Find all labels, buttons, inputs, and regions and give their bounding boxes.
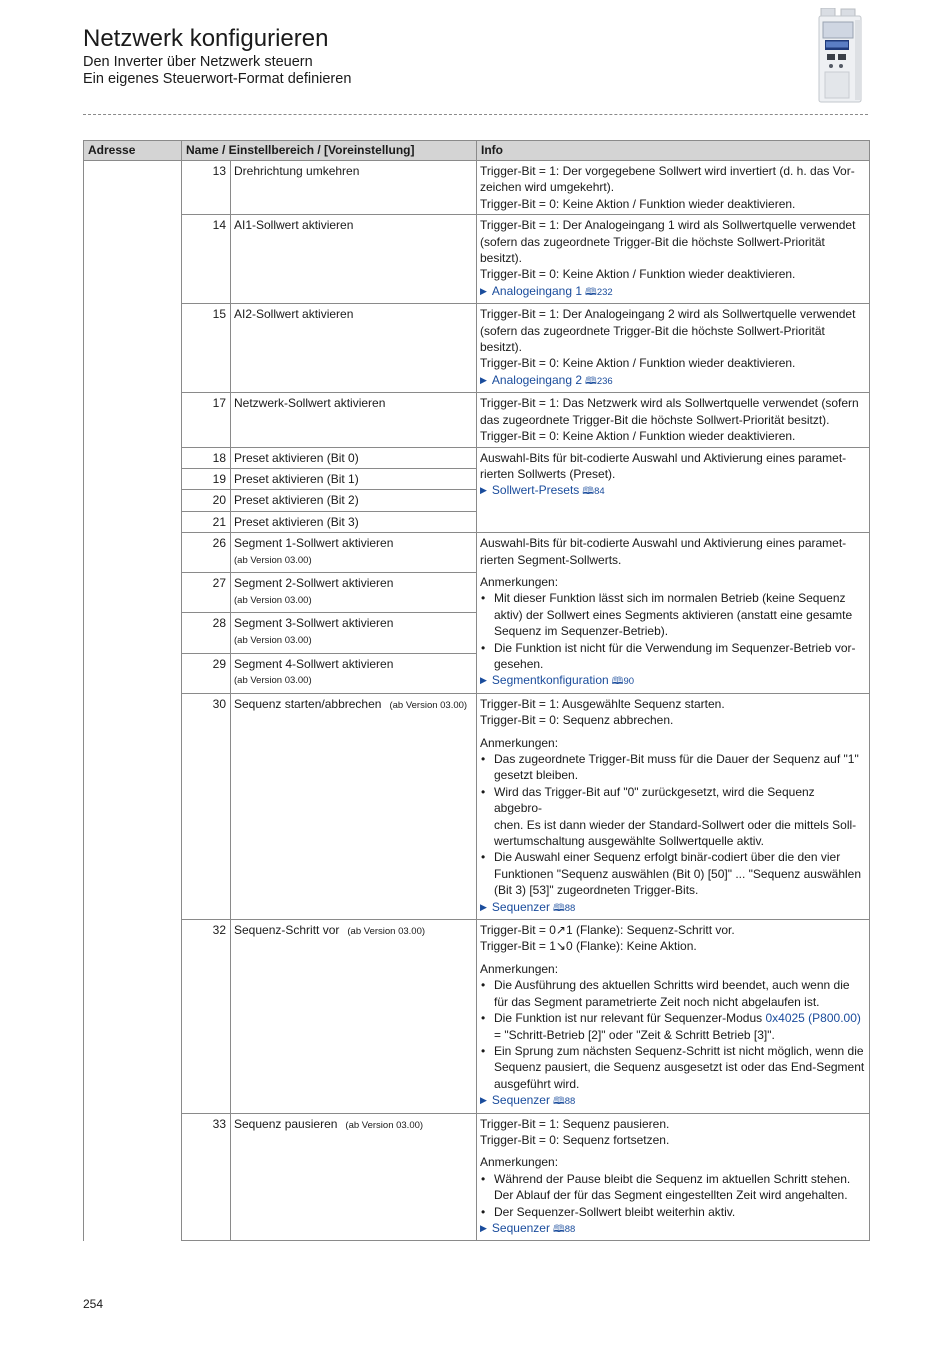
version-note: (ab Version 03.00)	[389, 699, 468, 711]
function-name	[231, 533, 477, 573]
version-note: (ab Version 03.00)	[234, 634, 312, 646]
bit-number: 14	[182, 215, 231, 304]
info-cell	[477, 533, 870, 694]
function-name-text: Sequenz starten/abbrechen	[234, 696, 382, 711]
info-line: Trigger-Bit = 0: Keine Aktion / Funktion wieder deaktivieren.	[480, 267, 796, 282]
bit-number: 13	[182, 161, 231, 215]
cross-reference-link[interactable]	[480, 283, 866, 301]
link-page: 236	[596, 375, 613, 387]
info-line: Trigger-Bit = 1: Der Analogeingang 1 wird als Sollwertquelle verwendet	[480, 218, 856, 233]
list-item: • Die Funktion ist nicht für die Verwendung im Sequenzer-Betrieb vor- gesehen.	[494, 640, 866, 673]
function-name-text: Segment 3-Sollwert aktivieren	[234, 616, 394, 631]
bit-number: 30	[182, 693, 231, 919]
header-divider	[83, 114, 868, 115]
version-note: (ab Version 03.00)	[347, 926, 426, 938]
function-name: Netzwerk-Sollwert aktivieren	[231, 393, 477, 447]
link-page: 88	[564, 1223, 576, 1235]
bit-number: 28	[182, 613, 231, 653]
notes-heading: Anmerkungen:	[480, 961, 559, 976]
info-line: Trigger-Bit = 1: Sequenz pausieren.	[480, 1116, 670, 1131]
col-header-name: Name / Einstellbereich / [Voreinstellung]	[182, 141, 477, 161]
info-line: das zugeordnete Trigger-Bit die höchste Sollwert-Priorität besitzt).	[480, 412, 830, 427]
bit-number: 18	[182, 447, 231, 468]
table-row	[84, 920, 870, 1113]
book-icon: 🕮	[582, 486, 595, 498]
info-line: besitzt).	[480, 340, 523, 355]
version-note: (ab Version 03.00)	[345, 1119, 424, 1131]
list-item: • Während der Pause bleibt die Sequenz im aktuellen Schritt stehen. Der Ablauf der für das Segment eingestellten Zeit wird angehalten.	[494, 1171, 866, 1204]
book-icon: 🕮	[611, 676, 624, 688]
bit-number: 20	[182, 490, 231, 511]
bit-number: 21	[182, 511, 231, 532]
link-label: Sequenzer	[491, 1093, 550, 1108]
function-name: Preset aktivieren (Bit 1)	[231, 468, 477, 489]
col-header-info: Info	[477, 141, 870, 161]
function-name-text: Sequenz pausieren	[234, 1116, 338, 1131]
triangle-right-icon: ▶	[480, 675, 487, 686]
bit-number: 17	[182, 393, 231, 447]
function-name-text: Sequenz-Schritt vor	[234, 923, 340, 938]
notes-list	[480, 751, 866, 899]
info-line: Trigger-Bit = 1↘0 (Flanke): Keine Aktion.	[480, 939, 697, 954]
link-page: 88	[564, 902, 576, 914]
table-row	[84, 161, 870, 215]
function-name: Preset aktivieren (Bit 0)	[231, 447, 477, 468]
list-item: • Die Auswahl einer Sequenz erfolgt binär-codiert über die den vier Funktionen "Sequenz auswählen (Bit 0) [50]" ... "Sequenz auswählen (Bit 3) [53]" zugeordneten Trigger-Bits.	[494, 849, 866, 898]
info-cell	[477, 393, 870, 447]
info-line: rierten Segment-Sollwerts.	[480, 552, 622, 567]
cross-reference-link[interactable]	[480, 672, 866, 690]
info-line: Trigger-Bit = 1: Der vorgegebene Sollwert wird invertiert (d. h. das Vor-	[480, 164, 855, 178]
function-name-text: Segment 2-Sollwert aktivieren	[234, 576, 394, 591]
version-note: (ab Version 03.00)	[234, 594, 312, 606]
notes-heading: Anmerkungen:	[480, 735, 559, 750]
triangle-right-icon: ▶	[480, 374, 487, 385]
link-label: Sequenzer	[491, 899, 550, 914]
adresse-cell	[84, 161, 182, 1241]
list-item: • Der Sequenzer-Sollwert bleibt weiterhin aktiv.	[494, 1204, 866, 1220]
triangle-right-icon: ▶	[480, 901, 487, 912]
cross-reference-link[interactable]	[480, 482, 866, 500]
link-label: Sequenzer	[491, 1220, 550, 1235]
inverter-device-image	[815, 8, 865, 104]
bit-number: 32	[182, 920, 231, 1113]
info-line: Trigger-Bit = 0: Sequenz abbrechen.	[480, 713, 674, 728]
info-line: Trigger-Bit = 0↗1 (Flanke): Sequenz-Schritt vor.	[480, 923, 735, 938]
list-item: • Ein Sprung zum nächsten Sequenz-Schritt ist nicht möglich, wenn die Sequenz pausiert, die Sequenz ausgesetzt ist oder das End-Segment ausgeführt wird.	[494, 1043, 866, 1092]
info-line: (sofern das zugeordnete Trigger-Bit die höchste Sollwert-Priorität	[480, 234, 825, 249]
info-line: Trigger-Bit = 0: Keine Aktion / Funktion wieder deaktivieren.	[480, 196, 796, 211]
info-line: besitzt).	[480, 251, 523, 266]
function-name	[231, 1113, 477, 1241]
function-name	[231, 573, 477, 613]
col-header-adresse: Adresse	[84, 141, 182, 161]
info-line: Trigger-Bit = 1: Der Analogeingang 2 wird als Sollwertquelle verwendet	[480, 307, 856, 322]
info-line: Trigger-Bit = 0: Keine Aktion / Funktion wieder deaktivieren.	[480, 429, 796, 444]
link-label: Segmentkonfiguration	[491, 673, 609, 688]
link-label: Analogeingang 2	[491, 372, 583, 387]
notes-list	[480, 977, 866, 1092]
list-item: • Die Ausführung des aktuellen Schritts wird beendet, auch wenn die für das Segment parametrierte Zeit noch nicht abgelaufen ist.	[494, 977, 866, 1010]
bit-number: 15	[182, 304, 231, 393]
info-line: Auswahl-Bits für bit-codierte Auswahl und Aktivierung eines paramet-	[480, 450, 847, 465]
function-name-text: Segment 4-Sollwert aktivieren	[234, 656, 394, 671]
function-name	[231, 920, 477, 1113]
book-icon: 🕮	[552, 1223, 565, 1235]
link-label: Analogeingang 1	[491, 283, 583, 298]
link-page: 90	[623, 676, 635, 688]
function-name: Preset aktivieren (Bit 2)	[231, 490, 477, 511]
info-cell	[477, 693, 870, 919]
info-cell	[477, 304, 870, 393]
link-page: 88	[564, 1096, 576, 1108]
info-cell	[477, 447, 870, 533]
function-name-text: Segment 1-Sollwert aktivieren	[234, 536, 394, 551]
table-header-row	[84, 141, 870, 161]
page-title: Netzwerk konfigurieren	[83, 25, 329, 52]
info-line: Trigger-Bit = 0: Keine Aktion / Funktion wieder deaktivieren.	[480, 356, 796, 371]
bit-number: 26	[182, 533, 231, 573]
notes-heading: Anmerkungen:	[480, 1155, 559, 1170]
page-number: 254	[83, 1297, 104, 1311]
table-row	[84, 215, 870, 304]
cross-reference-link[interactable]	[480, 899, 866, 917]
function-name	[231, 613, 477, 653]
info-cell	[477, 920, 870, 1113]
function-name	[231, 693, 477, 919]
info-cell	[477, 215, 870, 304]
table-row	[84, 447, 870, 468]
bit-number: 27	[182, 573, 231, 613]
info-line: Trigger-Bit = 1: Das Netzwerk wird als Sollwertquelle verwendet (sofern	[480, 396, 859, 411]
table-row	[84, 693, 870, 919]
link-page: 84	[594, 486, 605, 498]
notes-list	[480, 590, 866, 672]
triangle-right-icon: ▶	[480, 485, 487, 496]
list-item: • Mit dieser Funktion lässt sich im normalen Betrieb (keine Sequenz aktiv) der Sollwert eines Segments aktivieren (anstatt eine gesamte Sequenz im Sequenzer-Betrieb).	[494, 590, 866, 639]
list-item: • Die Funktion ist nur relevant für Sequenzer-Modus 0x4025 (P800.00) = "Schritt-Betrieb [2]" oder "Zeit & Schritt Betrieb [3]".	[494, 1010, 866, 1043]
function-name: Drehrichtung umkehren	[231, 161, 477, 215]
list-item: • Wird das Trigger-Bit auf "0" zurückgesetzt, wird die Sequenz abgebro- chen. Es ist dann wieder der Standard-Sollwert oder die mittels Soll- wertumschaltung ausgewählte Sollwertquelle aktiv.	[494, 784, 866, 850]
cross-reference-link[interactable]	[480, 1092, 866, 1110]
function-name: Preset aktivieren (Bit 3)	[231, 511, 477, 532]
bit-number: 29	[182, 653, 231, 693]
bit-number: 33	[182, 1113, 231, 1241]
triangle-right-icon: ▶	[480, 1222, 487, 1233]
link-page: 232	[596, 286, 613, 298]
notes-list	[480, 1171, 866, 1220]
page-header	[83, 24, 351, 88]
notes-heading: Anmerkungen:	[480, 574, 559, 589]
function-name	[231, 653, 477, 693]
control-word-table	[83, 140, 870, 1241]
bit-number: 19	[182, 468, 231, 489]
cross-reference-link[interactable]	[480, 372, 866, 390]
triangle-right-icon: ▶	[480, 285, 487, 296]
book-icon: 🕮	[585, 375, 597, 387]
cross-reference-link[interactable]	[480, 1220, 866, 1238]
info-line: Trigger-Bit = 1: Ausgewählte Sequenz starten.	[480, 696, 725, 711]
table-row	[84, 393, 870, 447]
page-subtitle-2: Ein eigenes Steuerwort-Format definieren	[83, 71, 352, 87]
version-note: (ab Version 03.00)	[234, 554, 312, 566]
book-icon: 🕮	[552, 902, 565, 914]
parameter-reference[interactable]: 0x4025 (P800.00)	[765, 1011, 861, 1026]
table-row	[84, 304, 870, 393]
info-line: zeichen wird umgekehrt).	[480, 180, 615, 195]
info-line: (sofern das zugeordnete Trigger-Bit die höchste Sollwert-Priorität	[480, 323, 825, 338]
function-name: AI1-Sollwert aktivieren	[231, 215, 477, 304]
list-item: • Das zugeordnete Trigger-Bit muss für die Dauer der Sequenz auf "1" gesetzt bleiben.	[494, 751, 866, 784]
page-subtitle-1: Den Inverter über Netzwerk steuern	[83, 54, 313, 70]
book-icon: 🕮	[585, 286, 597, 298]
table-row	[84, 533, 870, 573]
version-note: (ab Version 03.00)	[234, 675, 312, 686]
info-cell	[477, 161, 870, 215]
info-line: rierten Sollwerts (Preset).	[480, 466, 616, 481]
link-label: Sollwert-Presets	[491, 483, 580, 498]
table-row	[84, 1113, 870, 1241]
info-cell	[477, 1113, 870, 1241]
info-line: Trigger-Bit = 0: Sequenz fortsetzen.	[480, 1132, 670, 1147]
book-icon: 🕮	[552, 1096, 565, 1108]
function-name: AI2-Sollwert aktivieren	[231, 304, 477, 393]
info-line: Auswahl-Bits für bit-codierte Auswahl und Aktivierung eines paramet-	[480, 536, 847, 551]
triangle-right-icon: ▶	[480, 1095, 487, 1106]
